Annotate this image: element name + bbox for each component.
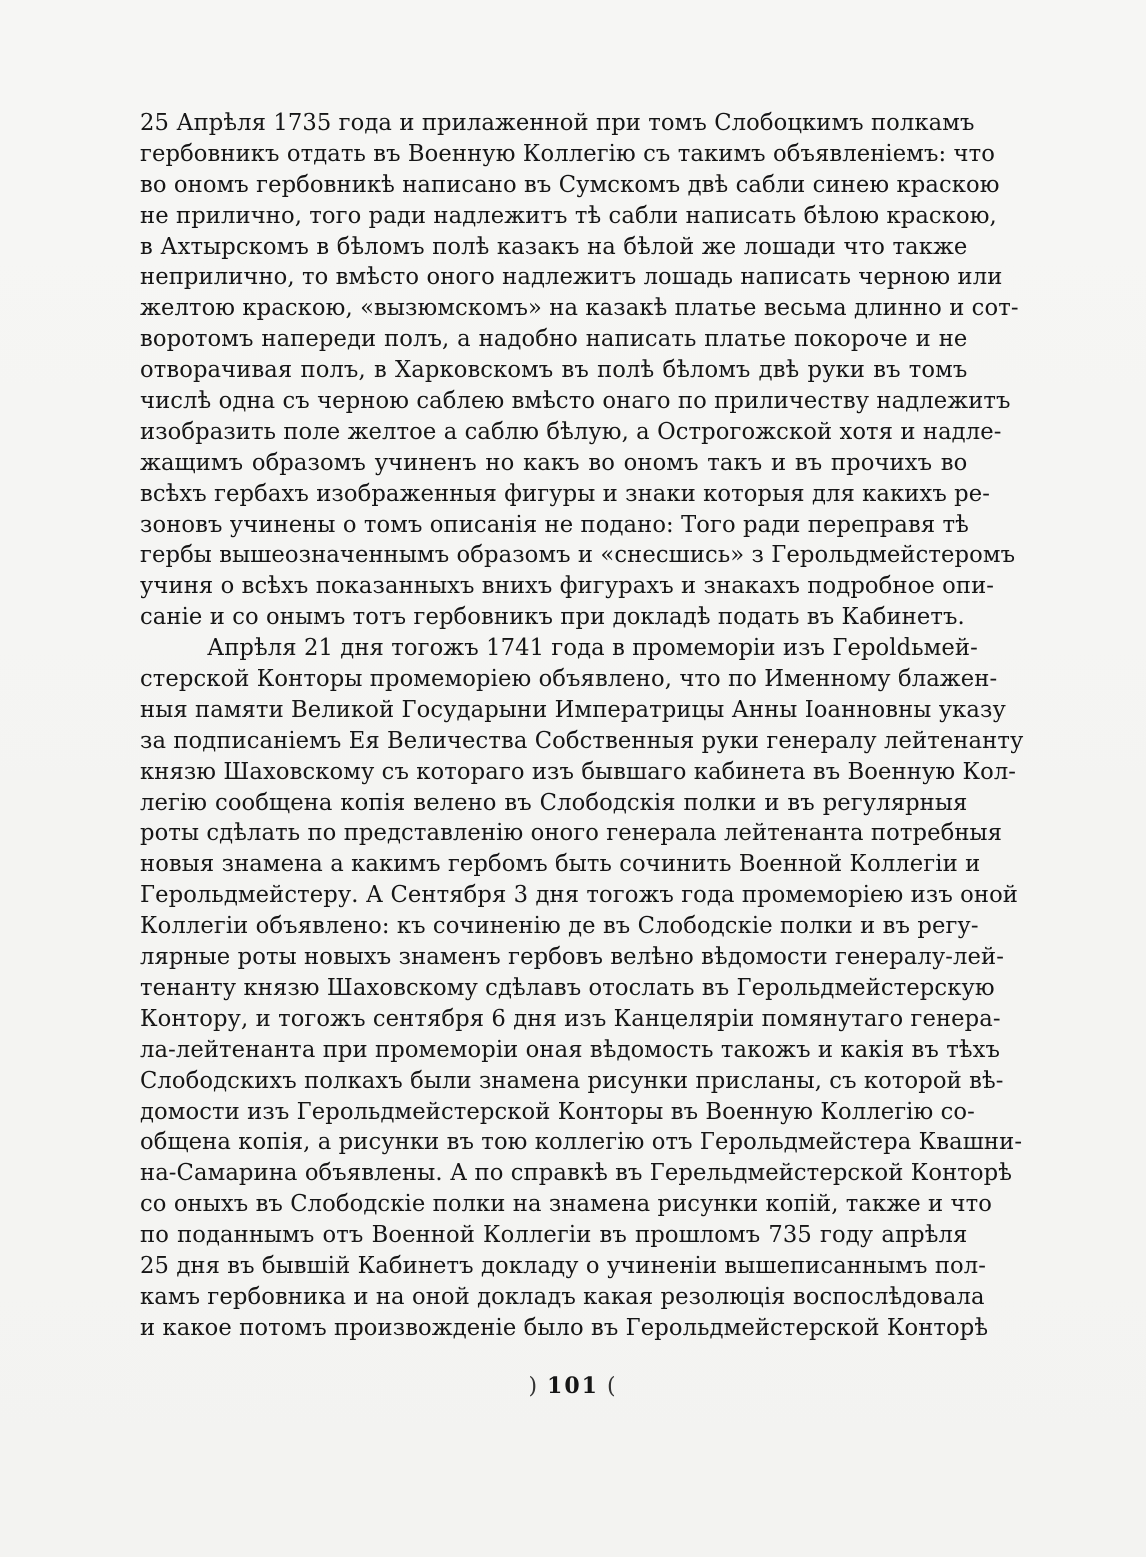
text-line: Коллегіи объявлено: къ сочиненію де въ Слободскіе полки и въ регу- xyxy=(140,913,979,940)
text-line: воротомъ напереди полъ, а надобно написать платье покороче и не xyxy=(140,326,968,353)
text-line: 25 Апрѣля 1735 года и прилаженной при томъ Слобоцкимъ полкамъ xyxy=(140,110,975,136)
text-line: домости изъ Герольдмейстерской Конторы въ Военную Коллегію со- xyxy=(140,1098,975,1125)
text-line: желтою краскою, «вызюмскомъ» на казакѣ платье весьма длинно и сот- xyxy=(140,295,1019,322)
text-line: Контору, и тогожъ сентября 6 дня изъ Канцеляріи помянутаго генера- xyxy=(140,1005,1001,1032)
text-line: саніе и со онымъ тотъ гербовникъ при докладѣ подать въ Кабинетъ. xyxy=(140,604,965,631)
body-text xyxy=(140,108,1024,1344)
text-line: гербы вышеозначеннымъ образомъ и «снесшись» з Герольдмейстеромъ xyxy=(140,542,1016,569)
text-line: во ономъ гербовникѣ написано въ Сумскомъ двѣ сабли синею краскою xyxy=(140,171,1000,198)
text-line: не прилично, того ради надлежитъ тѣ сабли написать бѣлою краскою, xyxy=(140,202,997,229)
text-line: за подписаніемъ Ея Величества Собственныя руки генералу лейтенанту xyxy=(140,727,1024,754)
text-line: в Ахтырскомъ в бѣломъ полѣ казакъ на бѣлой же лошади что также xyxy=(140,233,968,260)
text-line: отворачивая полъ, в Харковскомъ въ полѣ бѣломъ двѣ руки въ томъ xyxy=(140,357,968,384)
text-line: со оныхъ въ Слободскіе полки на знамена рисунки копій, также и что xyxy=(140,1191,992,1218)
text-line: неприлично, то вмѣсто оного надлежитъ лошадь написать черною или xyxy=(140,264,1003,291)
text-line: и какое потомъ произвожденіе было въ Герольдмейстерской Конторѣ xyxy=(140,1314,989,1341)
text-line: Слободскихъ полкахъ были знамена рисунки присланы, съ которой вѣ- xyxy=(140,1067,1004,1094)
text-line: на-Самарина объявлены. А по справкѣ въ Герельдмейстерской Конторѣ xyxy=(140,1160,1013,1187)
text-line: числѣ одна съ черною саблею вмѣсто онаго по приличеству надлежитъ xyxy=(140,388,1011,415)
text-line: Апрѣля 21 дня тогожъ 1741 года в промеморіи изъ Героldьмей- xyxy=(206,635,978,662)
text-line: изобразить поле желтое а саблю бѣлую, а Острогожской хотя и надле- xyxy=(140,418,1002,445)
page-number-right-bracket: ( xyxy=(606,1374,618,1399)
text-line: тенанту князю Шаховскому сдѣлавъ отослать въ Герольдмейстерскую xyxy=(140,974,995,1001)
text-line: зоновъ учинены о томъ описанія не подано: Того ради переправя тѣ xyxy=(140,511,969,538)
text-line: всѣхъ гербахъ изображенныя фигуры и знаки которыя для какихъ ре- xyxy=(140,480,991,507)
text-line: учиня о всѣхъ показанныхъ вниxъ фигурахъ и знакахъ подробное опи- xyxy=(140,573,995,600)
text-line: Герольдмейстеру. А Сентября 3 дня тогожъ года промеморіею изъ оной xyxy=(140,882,1019,909)
text-line: общена копія, а рисунки въ тою коллегію отъ Герольдмейстера Квашни- xyxy=(140,1129,1023,1156)
text-line: роты сдѣлать по представленію оного генерала лейтенанта потребныя xyxy=(140,820,1003,847)
page-number-value: 101 xyxy=(547,1373,599,1399)
text-line: по поданнымъ отъ Военной Коллегіи въ прошломъ 735 году апрѣля xyxy=(140,1222,968,1249)
text-line: 25 дня въ бывшій Кабинетъ докладу о учиненіи вышеписаннымъ пол- xyxy=(140,1252,987,1279)
text-line: легію сообщена копія велено въ Слободскія полки и въ регулярныя xyxy=(140,789,968,816)
text-line: князю Шаховскому съ котораго изъ бывшаго кабинета въ Военную Кол- xyxy=(140,758,1017,785)
text-line: новыя знамена а какимъ гербомъ быть сочинить Военной Коллегіи и xyxy=(140,851,981,878)
text-line: камъ гербовника и на оной докладъ какая резолюція воспослѣдовала xyxy=(140,1283,985,1310)
text-line: стерской Конторы промеморіею объявлено, что по Именному блажен- xyxy=(140,666,998,693)
text-line: ныя памяти Великой Государыни Императрицы Анны Іоанновны указу xyxy=(140,696,1006,723)
text-line: жащимъ образомъ учиненъ но какъ во ономъ такъ и въ прочихъ во xyxy=(140,449,968,476)
text-line: гербовникъ отдать въ Военную Коллегію съ такимъ объявленіемъ: что xyxy=(140,140,995,167)
text-line: лярные роты новыхъ знаменъ гербовъ велѣно вѣдомости генералу-лей- xyxy=(140,944,1004,971)
text-line: ла-лейтенанта при промеморіи оная вѣдомость такожъ и какія въ тѣхъ xyxy=(140,1036,1001,1063)
page-number xyxy=(0,1373,1146,1399)
page-number-left-bracket: ) xyxy=(528,1374,540,1399)
